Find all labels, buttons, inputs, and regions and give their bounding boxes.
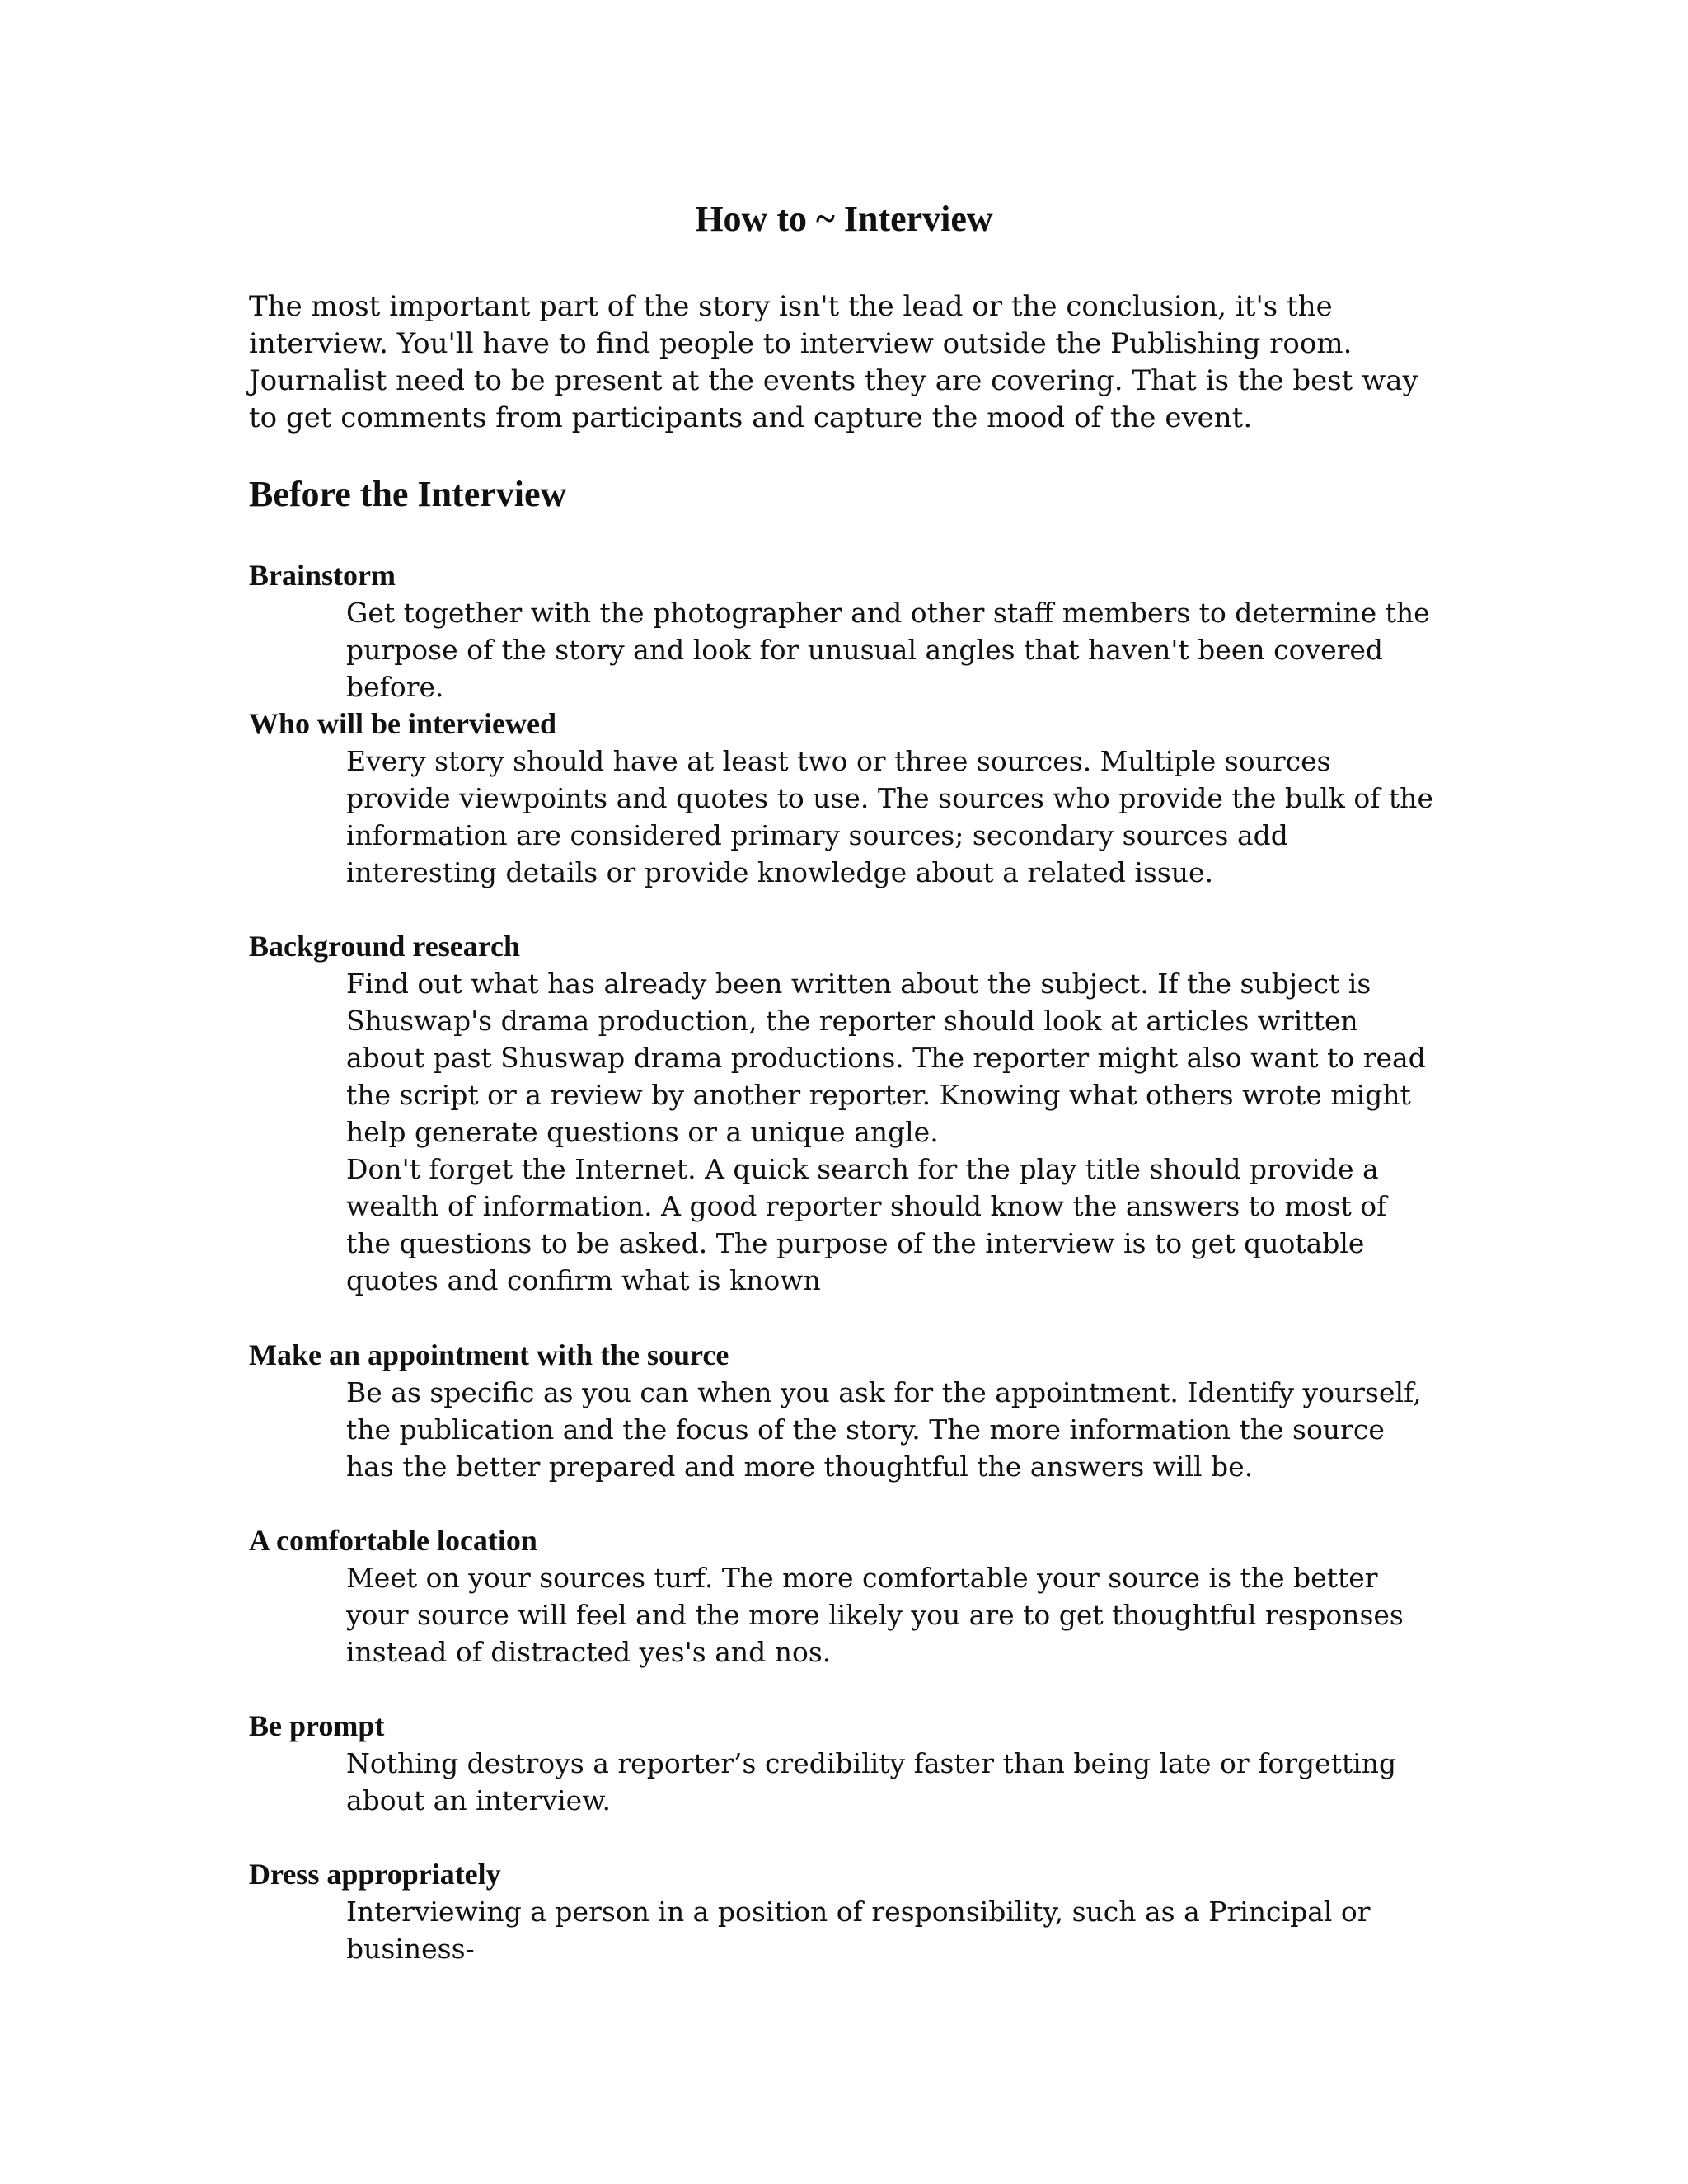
item-body bbox=[346, 1559, 1436, 1671]
item-comfortable-location bbox=[249, 1522, 1436, 1671]
item-paragraph: Nothing destroys a reporter’s credibility faster than being late or forgetting about an interview. bbox=[346, 1747, 1397, 1816]
item-background-research bbox=[249, 928, 1436, 1299]
item-paragraph: Find out what has already been written about the subject. If the subject is Shuswap's drama production, the reporter should look at articles written about past Shuswap drama productions. The reporter might also want to read the script or a review by another reporter. Knowing what others wrote might help generate questions or a unique angle. bbox=[346, 968, 1426, 1148]
item-body bbox=[346, 1745, 1436, 1819]
item-heading: A comfortable location bbox=[249, 1524, 537, 1557]
item-dress-appropriately bbox=[249, 1856, 1436, 1967]
item-be-prompt bbox=[249, 1708, 1436, 1819]
item-body bbox=[346, 594, 1436, 705]
item-heading: Be prompt bbox=[249, 1709, 385, 1742]
item-paragraph: Meet on your sources turf. The more comfortable your source is the better your source will feel and the more likely you are to get thoughtful responses instead of distracted yes's and nos. bbox=[346, 1562, 1404, 1668]
item-body bbox=[346, 1893, 1436, 1967]
item-body bbox=[346, 1374, 1436, 1485]
item-body bbox=[346, 743, 1436, 891]
item-heading: Background research bbox=[249, 930, 521, 963]
item-heading: Dress appropriately bbox=[249, 1858, 501, 1891]
intro-paragraph: The most important part of the story isn't the lead or the conclusion, it's the interview. You'll have to find people to interview outside the Publishing room. Journalist need to be present at the events they are covering. That is the best way to get comments from participants and capture the mood of the event. bbox=[249, 290, 1418, 434]
item-heading: Make an appointment with the source bbox=[249, 1338, 729, 1371]
item-who-will-be-interviewed bbox=[249, 705, 1436, 891]
item-paragraph: Get together with the photographer and other staff members to determine the purpose of the story and look for unusual angles that haven't been covered before. bbox=[346, 597, 1430, 703]
item-paragraph-2: Don't forget the Internet. A quick search for the play title should provide a wealth of information. A good reporter should know the answers to most of the questions to be asked. The purpose of the interview is to get quotable quotes and confirm what is known bbox=[346, 1153, 1387, 1296]
item-heading: Brainstorm bbox=[249, 559, 396, 592]
item-brainstorm bbox=[249, 557, 1436, 705]
section-title: Before the Interview bbox=[249, 474, 567, 514]
item-paragraph: Interviewing a person in a position of responsibility, such as a Principal or business- bbox=[346, 1896, 1371, 1965]
item-body bbox=[346, 965, 1436, 1299]
item-heading: Who will be interviewed bbox=[249, 707, 556, 740]
item-make-appointment bbox=[249, 1337, 1436, 1485]
item-paragraph: Every story should have at least two or three sources. Multiple sources provide viewpoints and quotes to use. The sources who provide the bulk of the information are considered primary sources; secondary sources add interesting details or provide knowledge about a related issue. bbox=[346, 745, 1433, 888]
item-paragraph: Be as specific as you can when you ask for the appointment. Identify yourself, the publication and the focus of the story. The more information the source has the better prepared and more thoughtful the answers will be. bbox=[346, 1376, 1422, 1483]
document-title: How to ~ Interview bbox=[695, 199, 993, 239]
